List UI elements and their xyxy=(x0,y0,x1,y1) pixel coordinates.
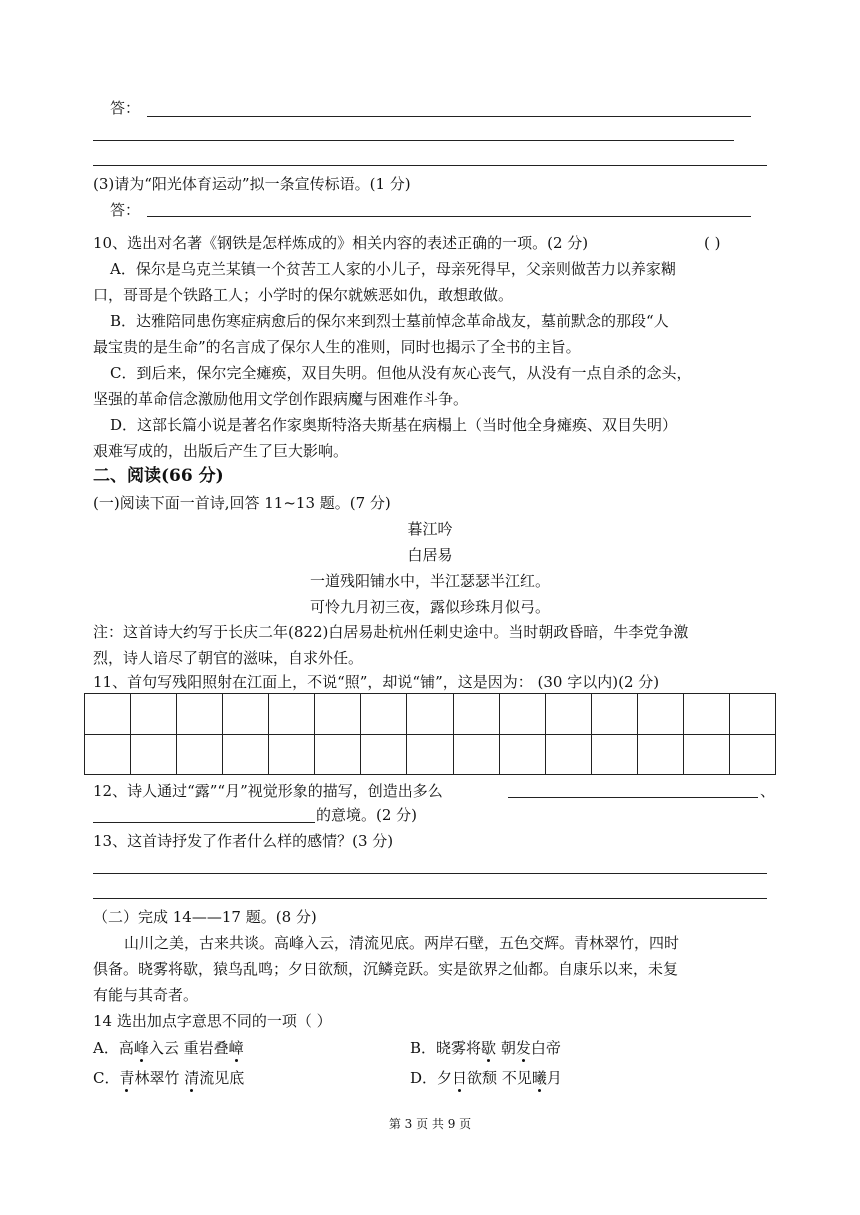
option-text: 入云 重岩叠 xyxy=(148,1039,229,1057)
dotted-char: 歇 xyxy=(481,1039,497,1057)
option-14-b[interactable] xyxy=(410,1038,561,1058)
grid-cell[interactable] xyxy=(407,734,453,775)
answer-bracket[interactable]: ( ) xyxy=(704,234,721,252)
option-14-c[interactable] xyxy=(93,1068,244,1088)
blank-1[interactable] xyxy=(508,797,758,798)
grid-cell[interactable] xyxy=(361,694,407,735)
poem-author: 白居易 xyxy=(407,546,453,564)
grid-cell[interactable] xyxy=(269,734,315,775)
grid-cell[interactable] xyxy=(591,734,637,775)
answer-line[interactable] xyxy=(147,216,751,217)
option-c-line1: C．到后来，保尔完全瘫痪，双目失明。但他从没有灰心丧气，从没有一点自杀的念头， xyxy=(110,364,692,382)
option-a-line2: 口，哥哥是个铁路工人；小学时的保尔就嫉恶如仇，敢想敢做。 xyxy=(93,286,514,304)
grid-cell[interactable] xyxy=(223,694,269,735)
dotted-char: 青 xyxy=(119,1069,135,1087)
option-c-line2: 坚强的革命信念激励他用文学创作跟病魔与困难作斗争。 xyxy=(93,390,469,408)
grid-cell[interactable] xyxy=(315,734,361,775)
grid-cell[interactable] xyxy=(315,694,361,735)
poem-line-2: 可怜九月初三夜，露似珍珠月似弓。 xyxy=(309,598,550,616)
answer-label: 答： xyxy=(110,99,141,117)
question-10-stem: 10、选出对名著《钢铁是怎样炼成的》相关内容的表述正确的一项。(2 分) xyxy=(93,234,589,252)
dotted-char: 清 xyxy=(184,1069,200,1087)
blank-2[interactable] xyxy=(93,822,315,823)
grid-cell[interactable] xyxy=(131,734,177,775)
dotted-char: 峰 xyxy=(133,1039,149,1057)
grid-cell[interactable] xyxy=(453,734,499,775)
dotted-char: 发 xyxy=(515,1039,531,1057)
grid-cell[interactable] xyxy=(223,734,269,775)
grid-cell[interactable] xyxy=(177,734,223,775)
grid-cell[interactable] xyxy=(545,694,591,735)
dotted-char: 日 xyxy=(452,1069,468,1087)
grid-cell[interactable] xyxy=(683,734,729,775)
grid-cell[interactable] xyxy=(591,694,637,735)
grid-cell[interactable] xyxy=(361,734,407,775)
grid-cell[interactable] xyxy=(499,734,545,775)
question-12-part1: 12、诗人通过“露”“月”视觉形象的描写，创造出多么 xyxy=(93,782,443,800)
option-text: 月 xyxy=(546,1069,562,1087)
part-1-intro: (一)阅读下面一首诗,回答 11~13 题。(7 分) xyxy=(93,494,391,512)
question-9-3-prompt: (3)请为“阳光体育运动”拟一条宣传标语。(1 分) xyxy=(93,175,411,193)
dotted-char: 嶂 xyxy=(228,1039,244,1057)
grid-cell[interactable] xyxy=(683,694,729,735)
grid-cell[interactable] xyxy=(453,694,499,735)
question-12-part2: 的意境。(2 分) xyxy=(316,806,418,824)
passage-line-2: 俱备。晓雾将歇，猿鸟乱鸣；夕日欲颓，沉鳞竞跃。实是欲界之仙都。自康乐以来，未复 xyxy=(93,960,679,978)
option-b-line1: B．达雅陪同患伤寒症病愈后的保尔来到烈士墓前悼念革命战友，墓前默念的那段“人 xyxy=(110,312,669,330)
question-13-stem: 13、这首诗抒发了作者什么样的感情？(3 分) xyxy=(93,832,394,850)
passage-line-1: 山川之美，古来共谈。高峰入云，清流见底。两岸石壁，五色交辉。青林翠竹，四时 xyxy=(124,934,680,952)
answer-label: 答： xyxy=(110,201,141,219)
grid-cell[interactable] xyxy=(499,694,545,735)
question-11-stem: 11、首句写残阳照射在江面上，不说“照”，却说“铺”，这是因为： (30 字以内)(2 分) xyxy=(93,673,660,691)
grid-cell[interactable] xyxy=(545,734,591,775)
option-text: C． xyxy=(93,1069,120,1087)
answer-line[interactable] xyxy=(93,873,767,874)
grid-cell[interactable] xyxy=(177,694,223,735)
poem-title: 暮江吟 xyxy=(407,520,453,538)
option-text: A．高 xyxy=(93,1039,134,1057)
grid-cell[interactable] xyxy=(407,694,453,735)
option-text: 欲颓 不见 xyxy=(467,1069,532,1087)
question-14-stem: 14 选出加点字意思不同的一项（ ） xyxy=(93,1012,332,1030)
grid-cell[interactable] xyxy=(131,694,177,735)
grid-cell[interactable] xyxy=(85,734,131,775)
grid-cell[interactable] xyxy=(637,734,683,775)
option-d-line1: D．这部长篇小说是著名作家奥斯特洛夫斯基在病榻上（当时他全身瘫痪、双目失明） xyxy=(110,416,678,434)
passage-line-3: 有能与其奇者。 xyxy=(93,986,199,1004)
option-text: D．夕 xyxy=(410,1069,453,1087)
grid-cell[interactable] xyxy=(85,694,131,735)
answer-line[interactable] xyxy=(93,165,767,166)
option-text: 朝 xyxy=(496,1039,516,1057)
answer-line[interactable] xyxy=(93,140,734,141)
option-text: 流见底 xyxy=(199,1069,245,1087)
option-a-line1: A．保尔是乌克兰某镇一个贫苦工人家的小儿子，母亲死得早，父亲则做苦力以养家糊 xyxy=(110,260,676,278)
part-2-heading: （二）完成 14——17 题。(8 分) xyxy=(93,908,317,926)
page-number: 第 3 页 共 9 页 xyxy=(388,1117,472,1131)
option-b-line2: 最宝贵的是生命”的名言成了保尔人生的准则，同时也揭示了全书的主旨。 xyxy=(93,338,581,356)
section-heading: 二、阅读(66 分) xyxy=(93,466,224,486)
grid-row xyxy=(85,734,776,775)
grid-row xyxy=(85,694,776,735)
option-text: 林翠竹 xyxy=(134,1069,185,1087)
option-d-line2: 艰难写成的，出版后产生了巨大影响。 xyxy=(93,442,349,460)
option-text: 白帝 xyxy=(530,1039,561,1057)
grid-cell[interactable] xyxy=(729,694,775,735)
option-text: B．晓雾将 xyxy=(410,1039,482,1057)
grid-cell[interactable] xyxy=(269,694,315,735)
question-12-sep: 、 xyxy=(760,782,776,800)
note-line-1: 注：这首诗大约写于长庆二年(822)白居易赴杭州任刺史途中。当时朝政昏暗，牛李党争激 xyxy=(93,623,689,641)
answer-line[interactable] xyxy=(147,116,751,117)
option-14-a[interactable] xyxy=(93,1038,244,1058)
answer-line[interactable] xyxy=(93,898,767,899)
dotted-char: 曦 xyxy=(531,1069,547,1087)
note-line-2: 烈，诗人谙尽了朝官的滋味，自求外任。 xyxy=(93,649,364,667)
grid-cell[interactable] xyxy=(637,694,683,735)
answer-grid[interactable] xyxy=(84,693,776,775)
poem-line-1: 一道残阳铺水中，半江瑟瑟半江红。 xyxy=(309,572,550,590)
option-14-d[interactable] xyxy=(410,1068,562,1088)
grid-cell[interactable] xyxy=(729,734,775,775)
